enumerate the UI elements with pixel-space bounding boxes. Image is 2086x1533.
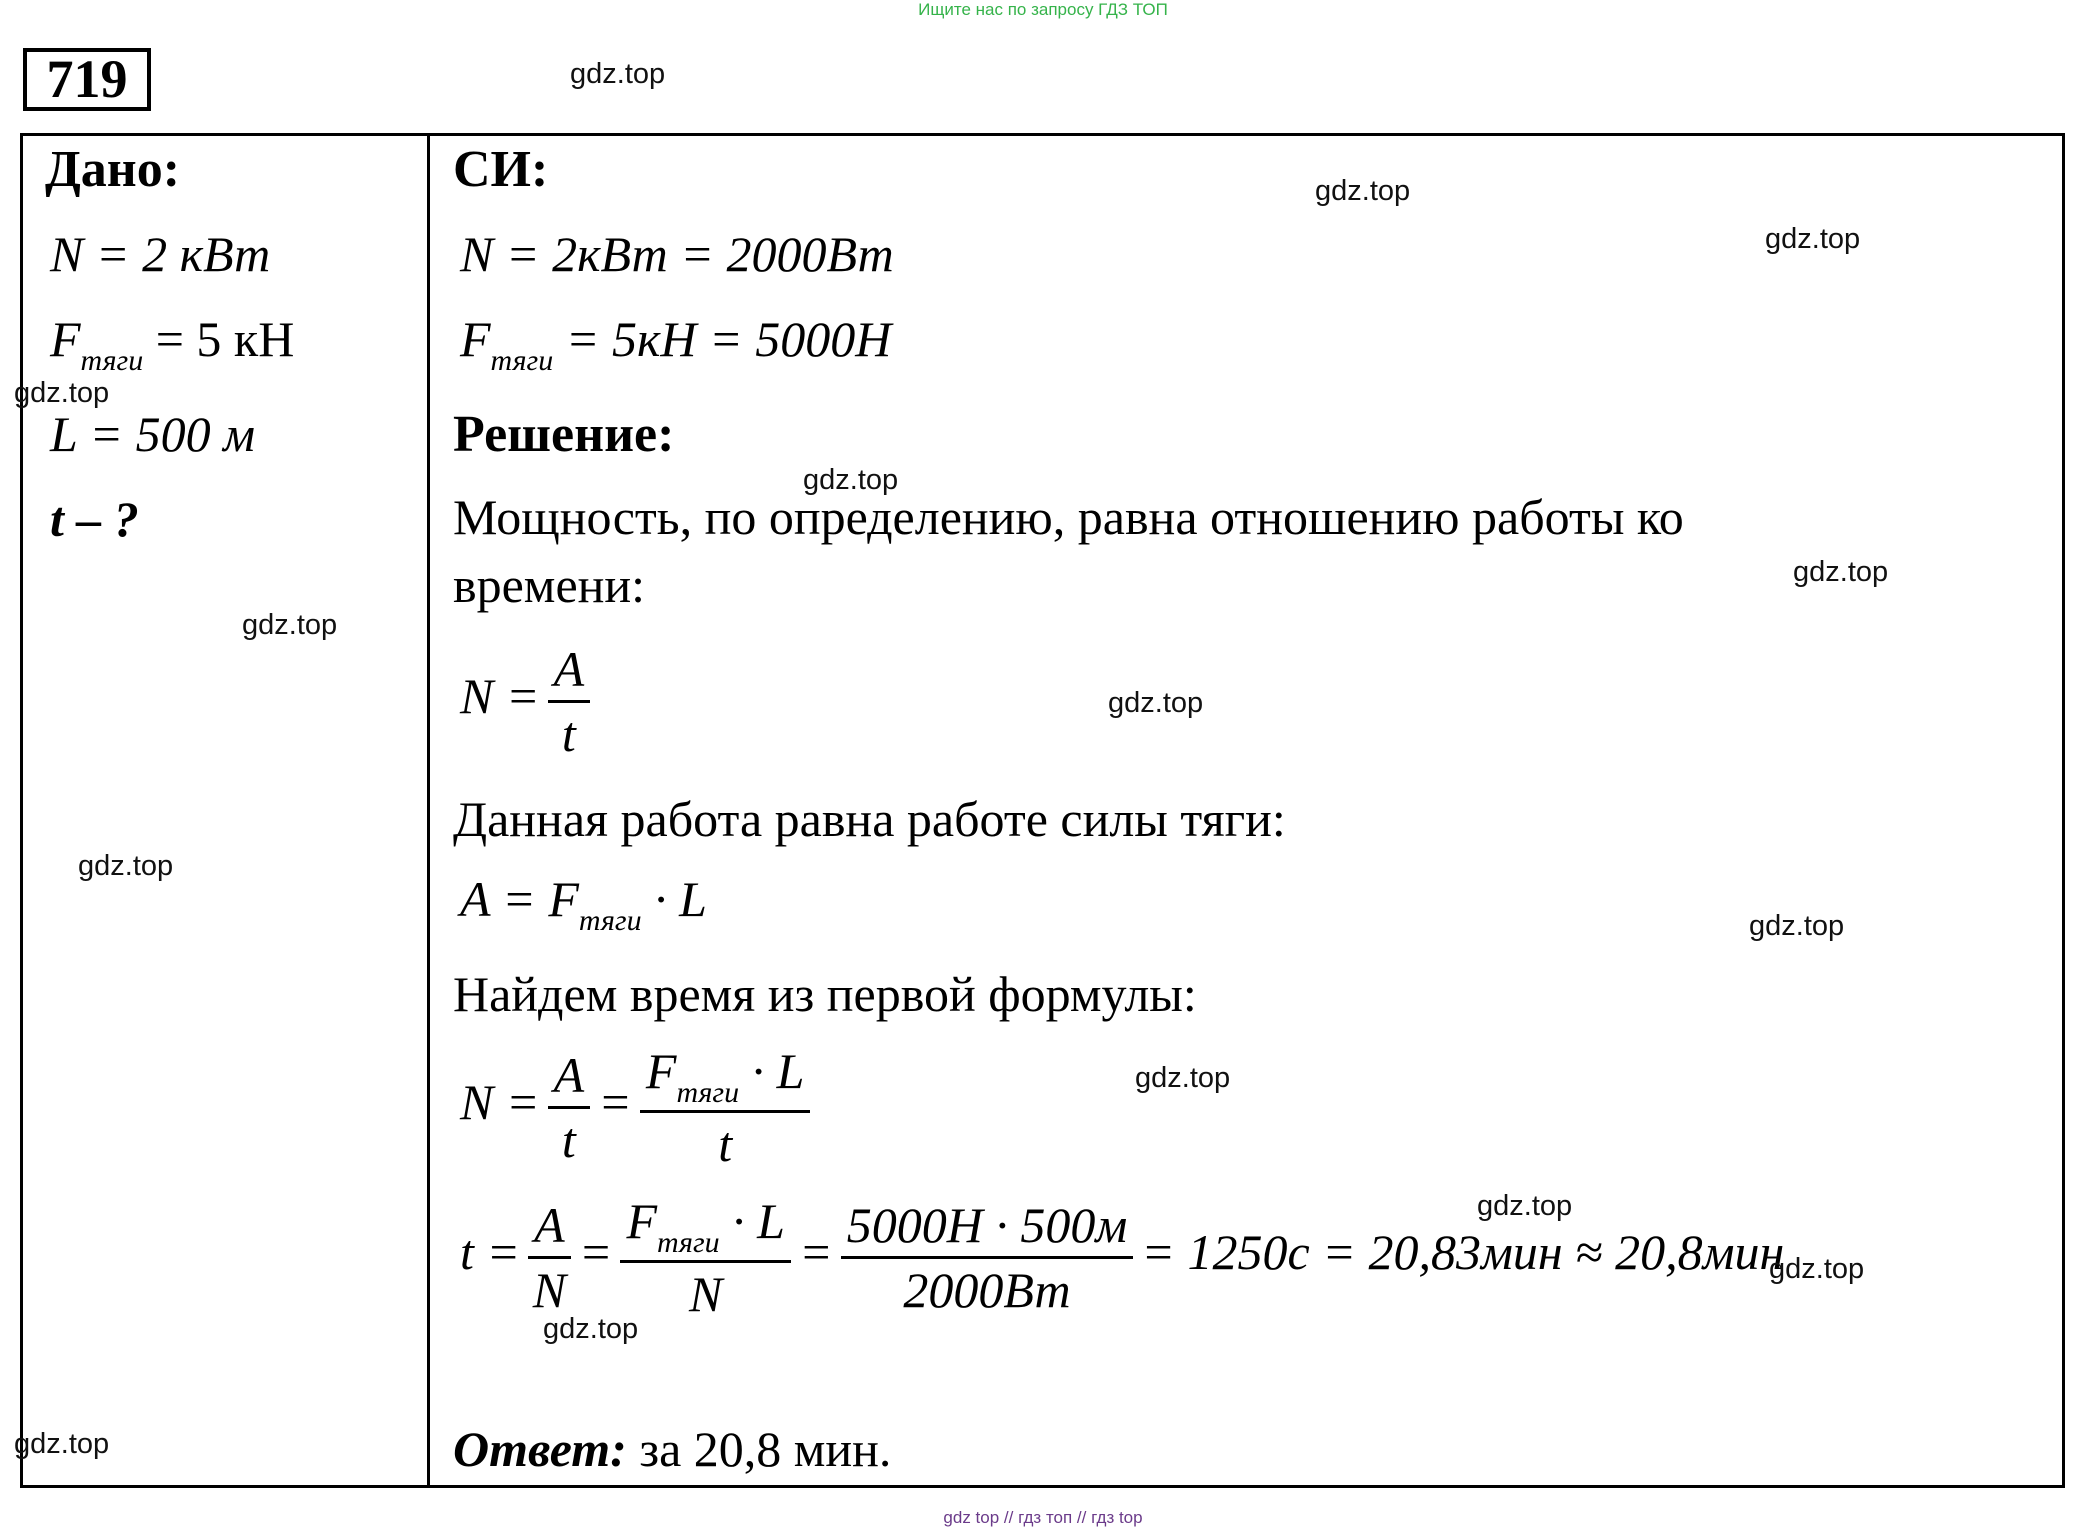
si-power: N = 2кВт = 2000Вт <box>460 226 894 282</box>
watermark: gdz.top <box>1135 1062 1231 1094</box>
given-power: N = 2 кВт <box>50 226 271 282</box>
watermark: gdz.top <box>242 609 338 641</box>
si-heading: СИ: <box>453 141 549 198</box>
answer-line <box>453 1420 891 1478</box>
formula-work: $A = F_{тяги} \cdot L$ <box>460 871 707 937</box>
answer-label: Ответ: <box>453 1421 627 1477</box>
footer: gdz top // гдз топ // гдз top <box>943 1508 1143 1527</box>
formula-power-definition: N = $\frac{A}{t}$ <box>460 638 598 765</box>
solution-text-1a: Мощность, по определению, равна отношению работы ко <box>453 489 1684 545</box>
given-force: $F_{тяги} = 5$ кН <box>50 311 295 377</box>
formula-time-result: t = $\frac{A}{N}$ = $\frac{F_{тяги} \cdot L}{N}$ = $\frac{5000Н \cdot 500м}{2000Вт}$ = 1250с = 20,83мин ≈ 20,8мин <box>460 1190 1784 1325</box>
watermark: gdz.top <box>14 1428 110 1460</box>
task-number: 719 <box>23 48 151 111</box>
solution-text-1b: времени: <box>453 557 646 613</box>
watermark: gdz.top <box>570 58 666 90</box>
si-force: $F_{тяги} = 5кН = 5000Н$ <box>460 311 892 377</box>
watermark: gdz.top <box>1477 1190 1573 1222</box>
given-unknown: t – ? <box>50 491 139 547</box>
solution-heading: Решение: <box>453 406 675 463</box>
watermark: gdz.top <box>1749 910 1845 942</box>
watermark: gdz.top <box>1765 223 1861 255</box>
given-distance: L = 500 м <box>50 406 256 462</box>
watermark: gdz.top <box>78 850 174 882</box>
watermark: gdz.top <box>14 377 110 409</box>
solution-text-3: Найдем время из первой формулы: <box>453 966 1197 1022</box>
given-heading: Дано: <box>45 141 181 198</box>
watermark: gdz.top <box>1793 556 1889 588</box>
formula-power-expanded: N = $\frac{A}{t}$ = $\frac{F_{тяги} \cdot L}{t}$ <box>460 1040 818 1175</box>
watermark: gdz.top <box>1315 175 1411 207</box>
answer-text: за 20,8 мин. <box>639 1421 892 1477</box>
watermark: gdz.top <box>1108 687 1204 719</box>
watermark: gdz.top <box>543 1313 639 1345</box>
top-banner: Ищите нас по запросу ГДЗ ТОП <box>918 0 1168 19</box>
watermark: gdz.top <box>1769 1253 1865 1285</box>
watermark: gdz.top <box>803 464 899 496</box>
column-divider <box>427 133 430 1488</box>
solution-text-2: Данная работа равна работе силы тяги: <box>453 791 1286 847</box>
